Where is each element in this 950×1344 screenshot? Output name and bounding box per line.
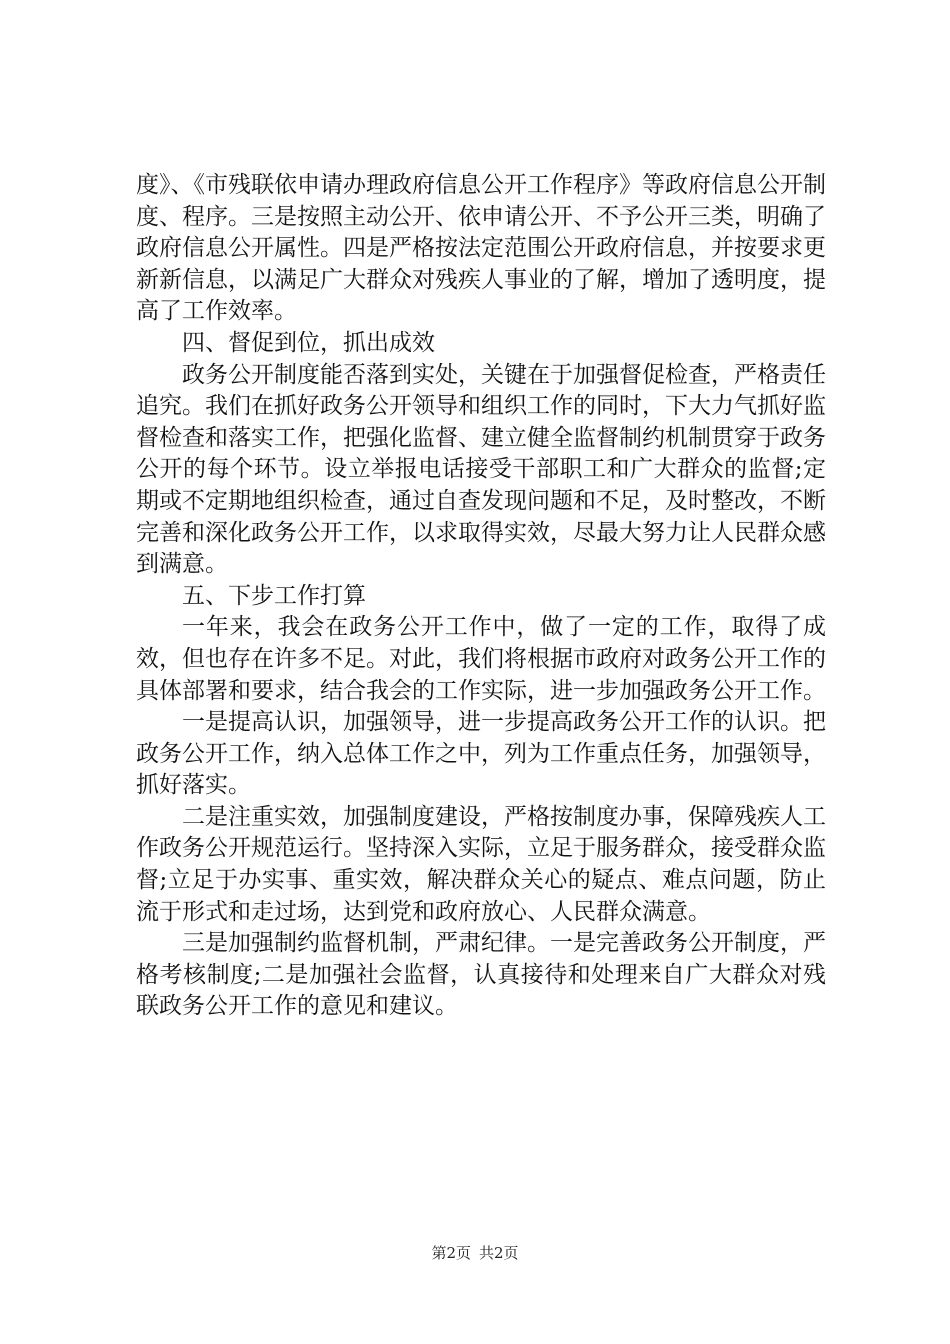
paragraph-1: 度》、《市残联依申请办理政府信息公开工作程序》等政府信息公开制度、程序。三是按照主动公开、依申请公开、不予公开三类，明确了政府信息公开属性。四是严格按法定范围公开政府信息，并按要求更新新信息，以满足广大群众对残疾人事业的了解，增加了透明度，提高了工作效率。 (136, 172, 826, 325)
section-heading-5: 五、下步工作打算 (182, 582, 366, 609)
paragraph-5: 二是注重实效，加强制度建设，严格按制度办事，保障残疾人工作政务公开规范运行。坚持深入实际，立足于服务群众，接受群众监督;立足于办实事、重实效，解决群众关心的疑点、难点问题，防止流于形式和走过场，达到党和政府放心、人民群众满意。 (136, 803, 826, 925)
page-number-current: 第2页 (431, 1244, 471, 1262)
paragraph-3: 一年来，我会在政务公开工作中，做了一定的工作，取得了成效，但也存在许多不足。对此，我们将根据市政府对政务公开工作的具体部署和要求，结合我会的工作实际，进一步加强政务公开工作。 (136, 614, 826, 704)
document-body (136, 170, 826, 1023)
page-number-total: 共2页 (479, 1244, 519, 1262)
section-heading-4: 四、督促到位，抓出成效 (182, 329, 435, 356)
paragraph-4: 一是提高认识，加强领导，进一步提高政务公开工作的认识。把政务公开工作，纳入总体工作之中，列为工作重点任务，加强领导，抓好落实。 (136, 709, 826, 799)
page-footer (0, 1243, 950, 1263)
paragraph-2: 政务公开制度能否落到实处，关键在于加强督促检查，严格责任追究。我们在抓好政务公开领导和组织工作的同时，下大力气抓好监督检查和落实工作，把强化监督、建立健全监督制约机制贯穿于政务公开的每个环节。设立举报电话接受干部职工和广大群众的监督;定期或不定期地组织检查，通过自查发现问题和不足，及时整改，不断完善和深化政务公开工作，以求取得实效，尽最大努力让人民群众感到满意。 (136, 361, 826, 578)
paragraph-6: 三是加强制约监督机制，严肃纪律。一是完善政务公开制度，严格考核制度;二是加强社会监督，认真接待和处理来自广大群众对残联政务公开工作的意见和建议。 (136, 930, 826, 1020)
